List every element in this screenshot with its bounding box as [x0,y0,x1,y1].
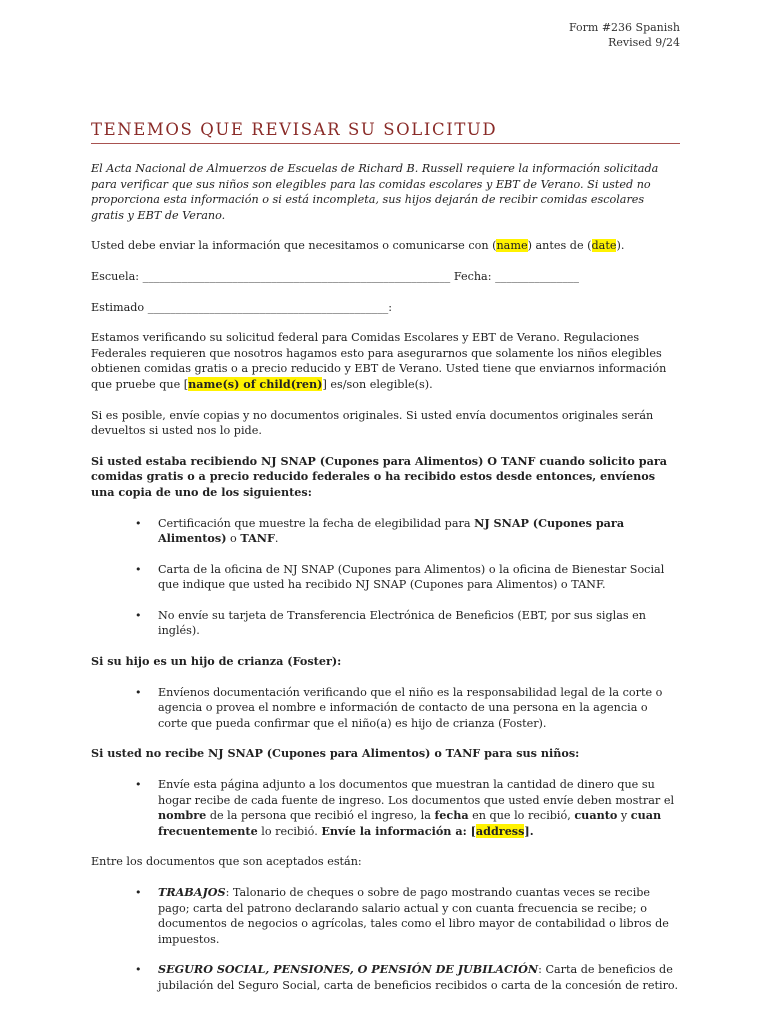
form-number: Form #236 Spanish [568,21,680,34]
greeting-blank: ___________________________________________ [147,300,389,314]
no-snap-text5: lo recibió. [257,824,322,838]
no-snap-text1: Envíe esta página adjunto a los documentos que muestran la cantidad de dinero que su hogar recibe de cada fuente de ingreso. Los documentos que usted envíe deben mostrar el [158,778,675,807]
foster-section-heading: Si su hijo es un hijo de crianza (Foster): [91,654,342,669]
snap-item1-text: Certificación que muestre la fecha de elegibilidad para [158,516,475,530]
verify-text: Estamos verificando su solicitud federal para Comidas Escolares y EBT de Verano. Regulaciones Federales requieren que nosotros hagamos esto para asegurarnos que solamente los niños elegibles obtienen comidas gratis o a precio reducido y EBT de Verano. Usted tiene que enviarnos información que pruebe que [ [91,331,667,391]
snap-item1-mid: o [226,532,241,546]
snap-list [91,516,680,640]
title-divider [91,143,680,144]
list-item: • Carta de la oficina de NJ SNAP (Cupones para Alimentos) o la oficina de Bienestar Social que indique que usted ha recibido NJ SNAP (Cupones para Alimentos) o TANF. [91,562,680,593]
accepted-docs-intro: Entre los documentos que son aceptados están: [91,855,362,869]
children-names-placeholder: name(s) of child(ren) [188,376,323,391]
greeting-suffix: : [388,300,393,314]
list-item: • No envíe su tarjeta de Transferencia Electrónica de Beneficios (EBT, por sus siglas en inglés). [91,608,680,639]
no-snap-bold-close: ]. [524,823,534,838]
no-snap-bold-fecha: fecha [434,808,469,823]
social-security-text: : Carta de beneficios de jubilación del Seguro Social, carta de beneficios recibidos o carta de la concesión de retiro. [158,963,679,992]
snap-item1-end: . [274,532,279,546]
snap-section-heading: Si usted estaba recibiendo NJ SNAP (Cupones para Alimentos) O TANF cuando solicito para comidas gratis o a precio reducido federales o ha recibido estos desde entonces, envíenos una copia de uno de los siguientes: [91,453,667,499]
list-item [91,777,680,839]
name-placeholder: name [496,239,528,253]
jobs-label: TRABAJOS [158,885,226,899]
verify-paragraph [91,330,680,392]
no-snap-bold-nombre: nombre [158,808,207,823]
list-item [91,885,680,947]
document-title: TENEMOS QUE REVISAR SU SOLICITUD [91,120,498,139]
document-body [91,161,680,1009]
copies-paragraph: Si es posible, envíe copias y no documentos originales. Si usted envía documentos originales serán devueltos si usted nos lo pide. [91,408,654,438]
social-security-label: SEGURO SOCIAL, PENSIONES [158,962,350,977]
verify-end: ] es/son elegible(s). [322,377,433,391]
retirement-label: O PENSIÓN DE JUBILACIÓN [357,962,539,977]
no-snap-bold-envie: Envíe la información a: [ [321,823,476,838]
no-snap-bold-cuanto: cuanto [574,808,618,823]
list-item [91,516,680,547]
greeting-line [91,300,680,316]
list-item [91,962,680,993]
address-placeholder: address [475,823,525,838]
date-blank: _______________ [495,269,579,283]
no-snap-text4: y [617,809,631,823]
snap-item1-bold1: NJ SNAP (Cupones para Alimentos) [158,515,625,546]
intro-paragraph: El Acta Nacional de Almuerzos de Escuelas de Richard B. Russell requiere la información solicitada para verificar que sus niños son elegibles para las comidas escolares y EBT de Verano. Si usted no proporciona esta información o si está incompleta, sus hijos dejarán de recibir comidas escolares gratis y EBT de Verano. [91,162,659,222]
no-snap-text3: en que lo recibió, [468,809,575,823]
school-label: Escuela: [91,269,140,283]
foster-list [91,685,680,732]
form-identifier [569,20,680,50]
snap-item1-bold2: TANF [240,531,275,546]
list-item: • Envíenos documentación verificando que el niño es la responsabilidad legal de la corte o agencia o provea el nombre e información de contacto de una persona en la agencia o corte que pueda confirmar que el niño(a) es hijo de crianza (Foster). [91,685,680,732]
send-info-middle: ) antes de ( [527,239,592,253]
revision-date: Revised 9/24 [608,36,680,49]
no-snap-text2: de la persona que recibió el ingreso, la [206,809,435,823]
send-info-text: Usted debe enviar la información que necesitamos o comunicarse con ( [91,239,497,253]
school-blank: _______________________________________________________ [142,269,451,283]
school-date-line [91,269,680,285]
no-snap-list [91,777,680,839]
send-info-end: ). [616,239,625,253]
greeting-label: Estimado [91,300,145,314]
label-separator: , [349,962,358,977]
date-label: Fecha: [453,269,492,283]
accepted-docs-list [91,885,680,994]
jobs-text: : Talonario de cheques o sobre de pago mostrando cuantas veces se recibe pago; carta del patrono declarando salario actual y con cuanta frecuencia se recibe; o documentos de negocios o agrícolas, tales como el libro mayor de contabilidad o libros de impuestos. [158,886,669,946]
date-placeholder: date [591,239,617,253]
no-snap-bold-frecuencia: cuan frecuentemente [158,808,662,838]
send-info-paragraph [91,238,680,254]
no-snap-section-heading: Si usted no recibe NJ SNAP (Cupones para Alimentos) o TANF para sus niños: [91,746,580,761]
